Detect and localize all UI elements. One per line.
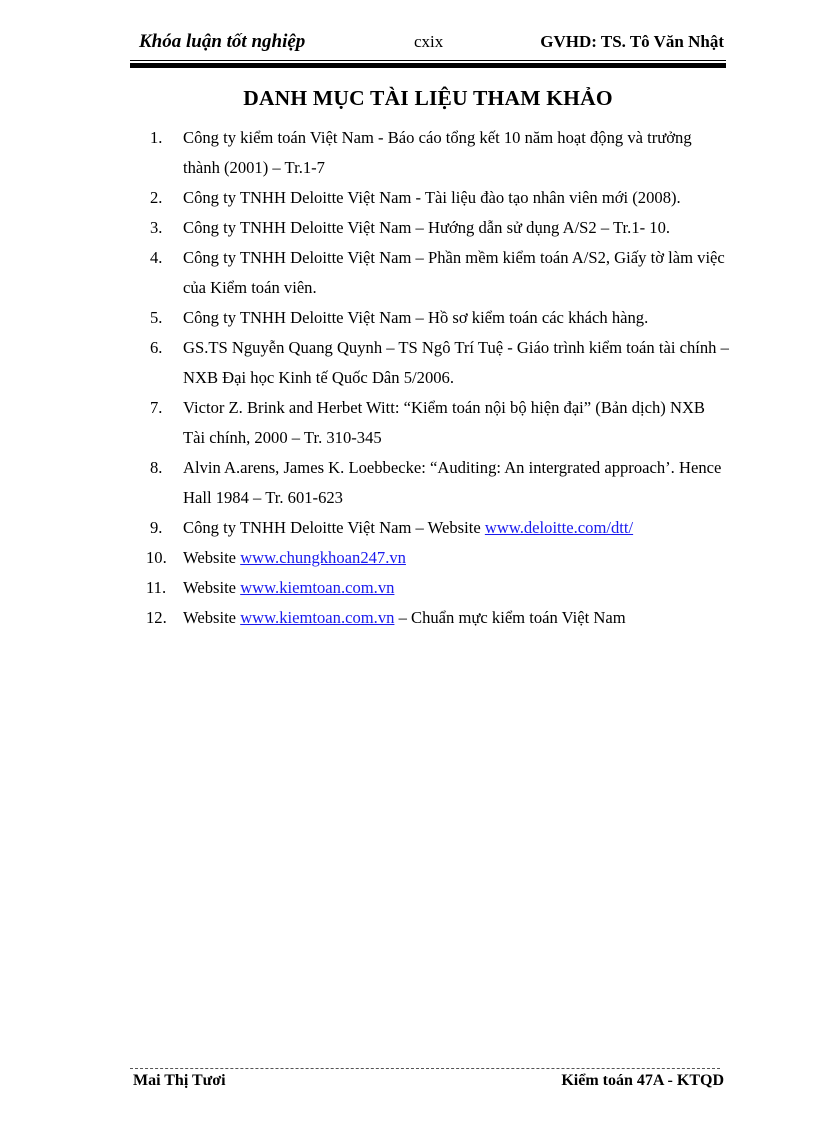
reference-item-10 (146, 543, 730, 573)
reference-item-6 (150, 333, 730, 393)
page-title: DANH MỤC TÀI LIỆU THAM KHẢO (243, 86, 613, 110)
reference-text: Công ty TNHH Deloitte Việt Nam – Website (183, 518, 485, 537)
header-supervisor: GVHD: TS. Tô Văn Nhật (540, 32, 724, 51)
reference-number: 12. (146, 608, 167, 627)
reference-text: Công ty TNHH Deloitte Việt Nam – Hướng dẫn sử dụng A/S2 – Tr.1- 10. (183, 218, 671, 237)
reference-item-3 (150, 213, 730, 243)
reference-item-9 (150, 513, 730, 543)
reference-text: Công ty kiểm toán Việt Nam - Báo cáo tổng kết 10 năm hoạt động và trưởng thành (2001) – Tr.1-7 (183, 128, 692, 177)
reference-number: 3. (150, 218, 163, 237)
reference-list (146, 123, 730, 633)
reference-link-kiemtoan[interactable]: www.kiemtoan.com.vn (240, 578, 395, 597)
reference-number: 11. (146, 578, 167, 597)
reference-number: 8. (150, 458, 163, 477)
reference-text: Website (183, 608, 241, 627)
reference-text: Website (183, 548, 241, 567)
reference-text: Công ty TNHH Deloitte Việt Nam – Hồ sơ kiểm toán các khách hàng. (183, 308, 649, 327)
reference-item-4 (150, 243, 730, 303)
footer-divider (130, 1068, 720, 1069)
reference-link-deloitte[interactable]: www.deloitte.com/dtt/ (484, 518, 634, 537)
reference-item-2 (150, 183, 730, 213)
header-thesis-label: Khóa luận tốt nghiệp (139, 31, 306, 52)
reference-item-8 (150, 453, 730, 513)
footer-author: Mai Thị Tươi (133, 1072, 226, 1089)
footer-class: Kiểm toán 47A - KTQD (561, 1072, 724, 1089)
reference-text: Victor Z. Brink and Herbet Witt: “Kiểm toán nội bộ hiện đại” (Bản dịch) NXB Tài chính, 2000 – Tr. 310-345 (183, 398, 705, 447)
header-divider-thin (130, 60, 726, 61)
reference-item-1 (150, 123, 730, 183)
reference-number: 10. (146, 548, 167, 567)
reference-text-suffix: – Chuẩn mực kiểm toán Việt Nam (398, 608, 626, 627)
reference-number: 9. (150, 518, 163, 537)
reference-text: Công ty TNHH Deloitte Việt Nam - Tài liệu đào tạo nhân viên mới (2008). (183, 188, 681, 207)
header-divider-thick (130, 63, 726, 68)
reference-number: 5. (150, 308, 163, 327)
page-header (130, 29, 726, 55)
reference-item-12 (146, 603, 730, 633)
reference-number: 4. (150, 248, 163, 267)
reference-number: 6. (150, 338, 163, 357)
reference-number: 1. (150, 128, 163, 147)
reference-text: GS.TS Nguyễn Quang Quynh – TS Ngô Trí Tuệ - Giáo trình kiểm toán tài chính – NXB Đại học Kinh tế Quốc Dân 5/2006. (183, 338, 729, 387)
reference-text: Website (183, 578, 241, 597)
reference-item-5 (150, 303, 730, 333)
reference-number: 2. (150, 188, 163, 207)
header-page-number: cxix (414, 32, 444, 51)
reference-number: 7. (150, 398, 163, 417)
reference-item-11 (146, 573, 730, 603)
reference-link-chungkhoan247[interactable]: www.chungkhoan247.vn (240, 548, 406, 567)
reference-text: Công ty TNHH Deloitte Việt Nam – Phần mềm kiểm toán A/S2, Giấy tờ làm việc của Kiểm toán viên. (183, 248, 725, 297)
reference-text: Alvin A.arens, James K. Loebbecke: “Auditing: An intergrated approach’. Hence Hall 1984 – Tr. 601-623 (183, 458, 722, 507)
reference-link-kiemtoan-standards[interactable]: www.kiemtoan.com.vn (240, 608, 395, 627)
reference-item-7 (150, 393, 730, 453)
